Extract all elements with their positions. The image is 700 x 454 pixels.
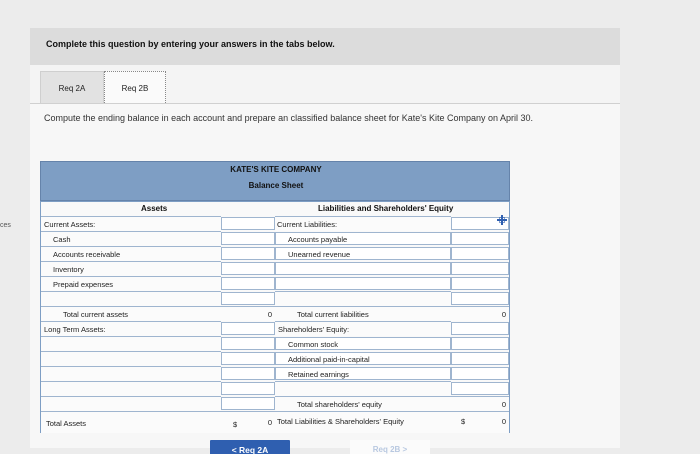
row-current-assets — [41, 216, 221, 231]
liabilities-heading: Liabilities and Shareholders' Equity — [318, 204, 454, 213]
ap-input[interactable] — [451, 232, 509, 245]
row-lt-5 — [41, 396, 221, 411]
common-stock-label-input[interactable] — [275, 337, 451, 350]
total-equity-value: 0 — [501, 400, 506, 409]
right-blank-1-value-input[interactable] — [451, 262, 509, 275]
row-prepaid — [41, 276, 221, 291]
ap-label: Accounts payable — [288, 235, 348, 244]
total-current-liab-value: 0 — [501, 310, 506, 319]
cash-input[interactable] — [221, 232, 275, 245]
tab-req-2b[interactable]: Req 2B — [104, 71, 166, 105]
sidebar-fragment: ces — [0, 222, 11, 229]
long-term-label: Long Term Assets: — [44, 325, 106, 334]
unearned-label: Unearned revenue — [288, 250, 351, 259]
add-row-icon[interactable] — [496, 214, 508, 226]
row-lt-3 — [41, 366, 221, 381]
total-assets-cell — [221, 411, 275, 433]
row-equity-head — [275, 321, 451, 336]
row-right-blank-4 — [275, 381, 451, 396]
retained-label: Retained earnings — [288, 370, 349, 379]
total-current-liab-cell — [451, 306, 509, 321]
sheet-grid — [40, 201, 510, 433]
blank-1-input[interactable] — [221, 292, 275, 305]
row-long-term — [41, 321, 221, 336]
row-ar — [41, 246, 221, 261]
right-blank-2-input[interactable] — [275, 277, 451, 290]
prompt-text: Compute the ending balance in each account and prepare an classified balance sheet for Kate's Kite Company on April 30. — [44, 113, 534, 123]
total-le-label: Total Liabilities & Shareholders' Equity — [277, 417, 404, 426]
assets-heading: Assets — [141, 204, 168, 213]
row-total-current-liabilities — [275, 306, 451, 321]
equity-heading: Shareholders' Equity: — [278, 325, 350, 334]
prepaid-label: Prepaid expenses — [53, 280, 114, 289]
row-current-liabilities — [275, 216, 451, 231]
current-liabilities-label: Current Liabilities: — [277, 220, 338, 229]
row-cash — [41, 231, 221, 246]
lt-4-input[interactable] — [221, 382, 275, 395]
ar-label: Accounts receivable — [53, 250, 121, 259]
row-total-equity — [275, 396, 451, 411]
common-stock-input[interactable] — [451, 337, 509, 350]
total-equity-cell — [451, 396, 509, 411]
current-assets-label: Current Assets: — [44, 220, 96, 229]
cash-label: Cash — [53, 235, 71, 244]
lt-2-input[interactable] — [221, 352, 275, 365]
row-total-assets — [41, 411, 221, 433]
apic-label: Additional paid-in-capital — [288, 355, 370, 364]
inventory-label: Inventory — [53, 265, 84, 274]
sheet-title: Balance Sheet — [248, 181, 304, 190]
row-blank-1 — [41, 291, 221, 306]
long-term-value-input[interactable] — [221, 322, 275, 335]
right-blank-2-value-input[interactable] — [451, 277, 509, 290]
current-assets-value-input[interactable] — [221, 217, 275, 230]
tab-req-2a[interactable]: Req 2A — [40, 71, 104, 105]
inventory-input[interactable] — [221, 262, 275, 275]
retained-label-input[interactable] — [275, 367, 451, 380]
row-lt-2 — [41, 351, 221, 366]
right-blank-1-input[interactable] — [275, 262, 451, 275]
prev-req-button[interactable]: < Req 2A — [210, 440, 290, 454]
total-current-assets-value: 0 — [267, 310, 272, 319]
apic-input[interactable] — [451, 352, 509, 365]
total-assets-value: 0 — [267, 418, 272, 427]
right-blank-4-value-input[interactable] — [451, 382, 509, 395]
sheet-header — [40, 161, 510, 201]
retained-input[interactable] — [451, 367, 509, 380]
row-total-current-assets — [41, 306, 221, 321]
total-assets-dollar: $ — [233, 420, 238, 429]
equity-head-value-input[interactable] — [451, 322, 509, 335]
row-inventory — [41, 261, 221, 276]
row-right-blank-3 — [275, 291, 451, 306]
total-equity-label: Total shareholders' equity — [297, 400, 382, 409]
question-panel — [30, 28, 620, 454]
right-blank-3-value-input[interactable] — [451, 292, 509, 305]
tab-content — [30, 103, 620, 448]
total-le-dollar: $ — [461, 417, 466, 426]
total-le-cell — [451, 411, 509, 433]
row-lt-1 — [41, 336, 221, 351]
unearned-label-input[interactable] — [275, 247, 451, 260]
instruction-bar — [30, 28, 620, 65]
next-req-button[interactable]: Req 2B > — [350, 440, 430, 454]
lt-5-input[interactable] — [221, 397, 275, 410]
lt-1-input[interactable] — [221, 337, 275, 350]
common-stock-label: Common stock — [288, 340, 339, 349]
unearned-input[interactable] — [451, 247, 509, 260]
total-current-liabilities-label: Total current liabilities — [297, 310, 369, 319]
apic-label-input[interactable] — [275, 352, 451, 365]
instruction-text: Complete this question by entering your answers in the tabs below. — [46, 39, 335, 49]
ar-input[interactable] — [221, 247, 275, 260]
total-current-assets-label: Total current assets — [63, 310, 129, 319]
accounts-payable-label-input[interactable] — [275, 232, 451, 245]
row-total-le — [275, 411, 451, 433]
prepaid-input[interactable] — [221, 277, 275, 290]
row-lt-4 — [41, 381, 221, 396]
total-current-assets-cell — [221, 306, 275, 321]
total-le-value: 0 — [501, 417, 506, 426]
lt-3-input[interactable] — [221, 367, 275, 380]
total-assets-label: Total Assets — [46, 419, 87, 428]
company-name: KATE'S KITE COMPANY — [230, 165, 322, 174]
